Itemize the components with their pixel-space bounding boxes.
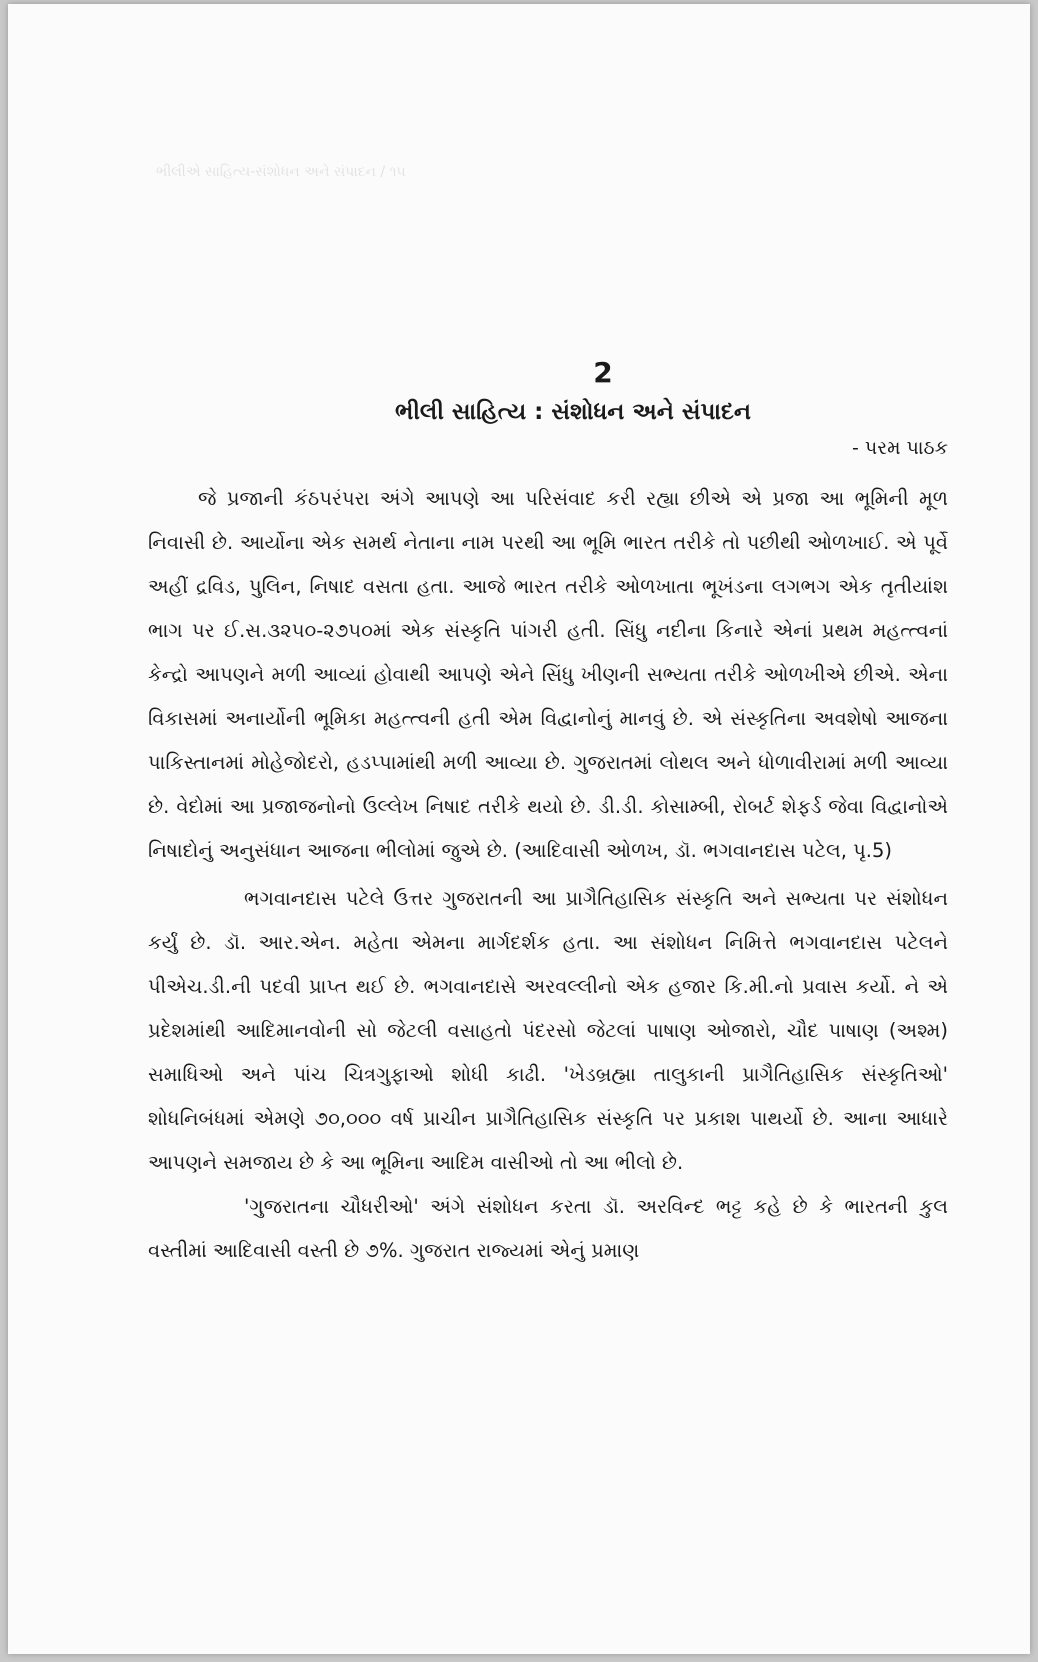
paragraph-3: 'ગુજરાતના ચૌધરીઓ' અંગે સંશોધન કરતા ડૉ. અરવિન્દ ભટ્ટ કહે છે કે ભારતની કુલ વસ્તીમાં આદિવાસી વસ્તી છે ૭%. ગુજરાત રાજ્યમાં એનું પ્રમાણ bbox=[148, 1195, 948, 1262]
page-content bbox=[148, 356, 948, 1273]
running-head: ભીલીએ સાહિત્ય-સંશોધન અને સંપાદન / ૧૫ bbox=[156, 164, 406, 180]
book-page bbox=[8, 4, 1030, 1654]
chapter-number: 2 bbox=[593, 356, 613, 389]
author-byline: - પરમ પાઠક bbox=[852, 437, 948, 459]
paragraph-2: ભગવાનદાસ પટેલે ઉત્તર ગુજરાતની આ પ્રાગૈતિહાસિક સંસ્કૃતિ અને સભ્યતા પર સંશોધન કર્યું છે. ડૉ. આર.એન. મહેતા એમના માર્ગદર્શક હતા. આ સંશોધન નિમિત્તે ભગવાનદાસ પટેલને પીએચ.ડી.ની પદવી પ્રાપ્ત થઈ છે. ભગવાનદાસે અરવલ્લીનો એક હજાર કિ.મી.નો પ્રવાસ કર્યો. ને એ પ્રદેશમાંથી આદિમાનવોની સો જેટલી વસાહતો પંદરસો જેટલાં પાષાણ ઓજારો, ચૌદ પાષાણ (અશ્મ) સમાધિઓ અને પાંચ ચિત્રગુફાઓ શોધી કાઢી. 'ખેડબ્રહ્મા તાલુકાની પ્રાગૈતિહાસિક સંસ્કૃતિઓ' શોધનિબંધમાં એમણે ૭૦,૦૦૦ વર્ષ પ્રાચીન પ્રાગૈતિહાસિક સંસ્કૃતિ પર પ્રકાશ પાથર્યો છે. આના આધારે આપણને સમજાય છે કે આ ભૂમિના આદિમ વાસીઓ તો આ ભીલો છે. bbox=[148, 887, 948, 1174]
chapter-title: ભીલી સાહિત્ય : સંશોધન અને સંપાદન bbox=[394, 399, 752, 425]
paragraph-1: જે પ્રજાની કંઠપરંપરા અંગે આપણે આ પરિસંવાદ કરી રહ્યા છીએ એ પ્રજા આ ભૂમિની મૂળ નિવાસી છે. આર્યોના એક સમર્થ નેતાના નામ પરથી આ ભૂમિ ભારત તરીકે તો પછીથી ઓળખાઈ. એ પૂર્વે અહીં દ્રવિડ, પુલિન, નિષાદ વસતા હતા. આજે ભારત તરીકે ઓળખાતા ભૂખંડના લગભગ એક તૃતીયાંશ ભાગ પર ઈ.સ.૩૨૫૦-૨૭૫૦માં એક સંસ્કૃતિ પાંગરી હતી. સિંધુ નદીના કિનારે એનાં પ્રથમ મહત્ત્વનાં કેન્દ્રો આપણને મળી આવ્યાં હોવાથી આપણે એને સિંધુ ખીણની સભ્યતા તરીકે ઓળખીએ છીએ. એના વિકાસમાં અનાર્યોની ભૂમિકા મહત્ત્વની હતી એમ વિદ્વાનોનું માનવું છે. એ સંસ્કૃતિના અવશેષો આજના પાકિસ્તાનમાં મોહેજોદરો, હડપ્પામાંથી મળી આવ્યા છે. ગુજરાતમાં લોથલ અને ધોળાવીરામાં મળી આવ્યા છે. વેદોમાં આ પ્રજાજનોનો ઉલ્લેખ નિષાદ તરીકે થયો છે. ડી.ડી. કોસામ્બી, રોબર્ટ શેફર્ડ જેવા વિદ્વાનોએ નિષાદોનું અનુસંધાન આજના ભીલોમાં જુએ છે. (આદિવાસી ઓળખ, ડૉ. ભગવાનદાસ પટેલ, પૃ.5) bbox=[148, 487, 948, 862]
